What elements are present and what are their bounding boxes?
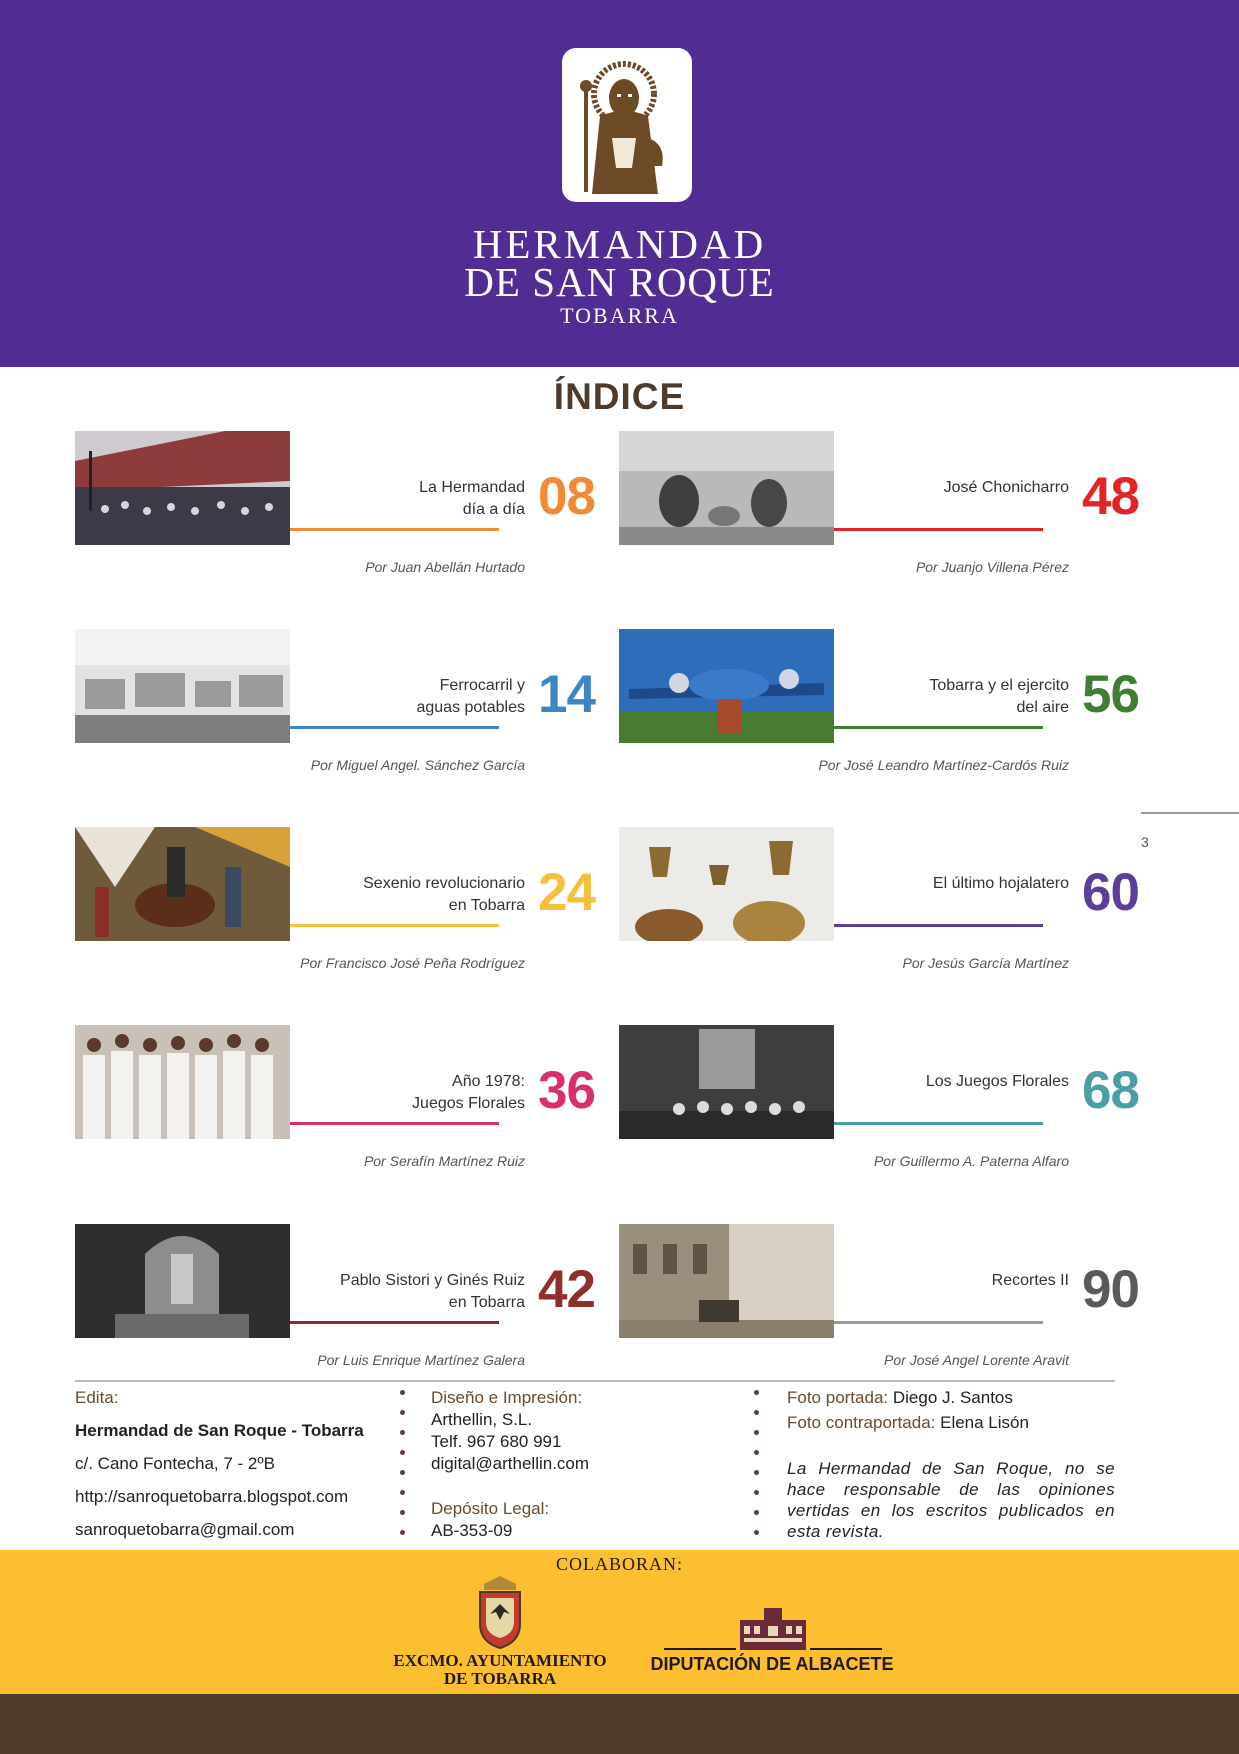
- brand-title-line3: TOBARRA: [560, 303, 679, 328]
- entry-title: Año 1978: Juegos Florales: [412, 1073, 525, 1112]
- design-label: Diseño e Impresión:: [431, 1388, 583, 1407]
- index-entry[interactable]: [75, 629, 595, 779]
- town-railway-photo: [75, 629, 290, 743]
- diputacion-name: DIPUTACIÓN DE ALBACETE: [650, 1654, 894, 1674]
- entry-title: Los Juegos Florales: [925, 1073, 1069, 1090]
- brotherhood-logo: [562, 48, 692, 202]
- entry-rule: [834, 528, 1043, 531]
- entry-title: José Chonicharro: [943, 479, 1069, 496]
- entry-author: Por Juanjo Villena Pérez: [915, 559, 1069, 575]
- entry-page-number: 36: [538, 1061, 595, 1120]
- entry-title: Ferrocarril y aguas potables: [416, 677, 525, 716]
- airplane-photo: [619, 629, 834, 743]
- credits-separator: [75, 1380, 1115, 1382]
- legal-value: AB-353-09: [431, 1521, 513, 1540]
- brand-title-line2: DE SAN ROQUE: [464, 259, 775, 305]
- provincial-building-icon: [738, 1606, 808, 1650]
- church-altar-photo: [75, 1224, 290, 1338]
- entry-title: Recortes II: [991, 1272, 1069, 1289]
- entry-rule: [290, 924, 499, 927]
- dotted-divider: [400, 1388, 406, 1538]
- band-concert-photo: [75, 431, 290, 545]
- address: c/. Cano Fontecha, 7 - 2ºB: [75, 1454, 275, 1473]
- entry-rule: [290, 1321, 499, 1324]
- entry-author: Por Juan Abellán Hurtado: [365, 559, 525, 575]
- bottom-band: [0, 1694, 1239, 1754]
- legal-label: Depósito Legal:: [431, 1499, 550, 1518]
- entry-page-number: 90: [1082, 1260, 1139, 1319]
- index-entry[interactable]: [75, 827, 595, 977]
- index-entry[interactable]: [619, 431, 1139, 581]
- edita-name: Hermandad de San Roque - Tobarra: [75, 1421, 364, 1440]
- entry-rule: [290, 726, 499, 729]
- design-company: Arthellin, S.L.: [431, 1410, 533, 1429]
- brand-title-line1: HERMANDAD: [472, 221, 767, 267]
- edita-label: Edita:: [75, 1388, 119, 1407]
- entry-rule: [290, 528, 499, 531]
- entry-title: Pablo Sistori y Ginés Ruiz en Tobarra: [340, 1272, 525, 1311]
- revolution-painting-photo: [75, 827, 290, 941]
- ayuntamiento-name: EXCMO. AYUNTAMIENTO DE TOBARRA: [393, 1651, 607, 1688]
- entry-title: La Hermandad día a día: [419, 479, 525, 518]
- index-entry[interactable]: [619, 827, 1139, 977]
- entry-page-number: 48: [1082, 467, 1139, 526]
- entry-author: Por Serafín Martínez Ruiz: [363, 1153, 525, 1169]
- dipu-rule-left: [664, 1648, 736, 1650]
- index-entry[interactable]: [619, 629, 1139, 779]
- index-entry[interactable]: [75, 1025, 595, 1175]
- town-crest-icon: [474, 1576, 526, 1650]
- index-title: ÍNDICE: [553, 376, 686, 417]
- queens-1978-photo: [75, 1025, 290, 1139]
- design-email[interactable]: digital@arthellin.com: [431, 1454, 590, 1473]
- entry-page-number: 42: [538, 1260, 595, 1319]
- disclaimer: La Hermandad de San Roque, no se hace responsable de las opiniones vertidas en los escritos publicados en esta revista.: [787, 1459, 1115, 1541]
- entry-author: Por Miguel Angel. Sánchez García: [310, 757, 525, 773]
- old-street-photo: [619, 1224, 834, 1338]
- entry-page-number: 60: [1082, 863, 1139, 922]
- entry-author: Por Francisco José Peña Rodríguez: [300, 955, 525, 971]
- design-phone: Telf. 967 680 991: [431, 1432, 562, 1451]
- header-banner: [0, 0, 1239, 367]
- index-entry[interactable]: [619, 1025, 1139, 1175]
- entry-rule: [834, 726, 1043, 729]
- index-entry[interactable]: [75, 1224, 595, 1374]
- saint-roque-figure-icon: [562, 48, 692, 202]
- page-number: 3: [1141, 834, 1149, 850]
- dotted-divider: [754, 1388, 760, 1538]
- entry-page-number: 08: [538, 467, 595, 526]
- entry-title: Sexenio revolucionario en Tobarra: [363, 875, 525, 914]
- tin-vessels-photo: [619, 827, 834, 941]
- index-entry[interactable]: [75, 431, 595, 581]
- page-number-rule: [1141, 812, 1239, 814]
- entry-page-number: 24: [538, 863, 595, 922]
- entry-page-number: 68: [1082, 1061, 1139, 1120]
- entry-title: Tobarra y el ejercito del aire: [929, 677, 1069, 716]
- entry-page-number: 56: [1082, 665, 1139, 724]
- entry-author: Por José Leandro Martínez-Cardós Ruiz: [818, 757, 1069, 773]
- entry-page-number: 14: [538, 665, 595, 724]
- potter-workshop-photo: [619, 431, 834, 545]
- colaboran-label: COLABORAN:: [555, 1554, 683, 1574]
- entry-author: Por Luis Enrique Martínez Galera: [317, 1352, 525, 1368]
- entry-title: El último hojalatero: [932, 875, 1069, 892]
- entry-author: Por Guillermo A. Paterna Alfaro: [873, 1153, 1069, 1169]
- blog-link[interactable]: http://sanroquetobarra.blogspot.com: [75, 1487, 349, 1506]
- cover-photo-credit: Foto portada: Diego J. Santos: [787, 1388, 1013, 1407]
- theatre-stage-photo: [619, 1025, 834, 1139]
- entry-author: Por Jesús García Martínez: [902, 955, 1069, 971]
- email-link[interactable]: sanroquetobarra@gmail.com: [75, 1520, 295, 1539]
- dipu-rule-right: [810, 1648, 882, 1650]
- entry-author: Por José Angel Lorente Aravit: [884, 1352, 1069, 1368]
- entry-rule: [834, 924, 1043, 927]
- index-entry[interactable]: [619, 1224, 1139, 1374]
- entry-rule: [834, 1122, 1043, 1125]
- entry-rule: [290, 1122, 499, 1125]
- entry-rule: [834, 1321, 1043, 1324]
- back-photo-credit: Foto contraportada: Elena Lisón: [787, 1413, 1029, 1432]
